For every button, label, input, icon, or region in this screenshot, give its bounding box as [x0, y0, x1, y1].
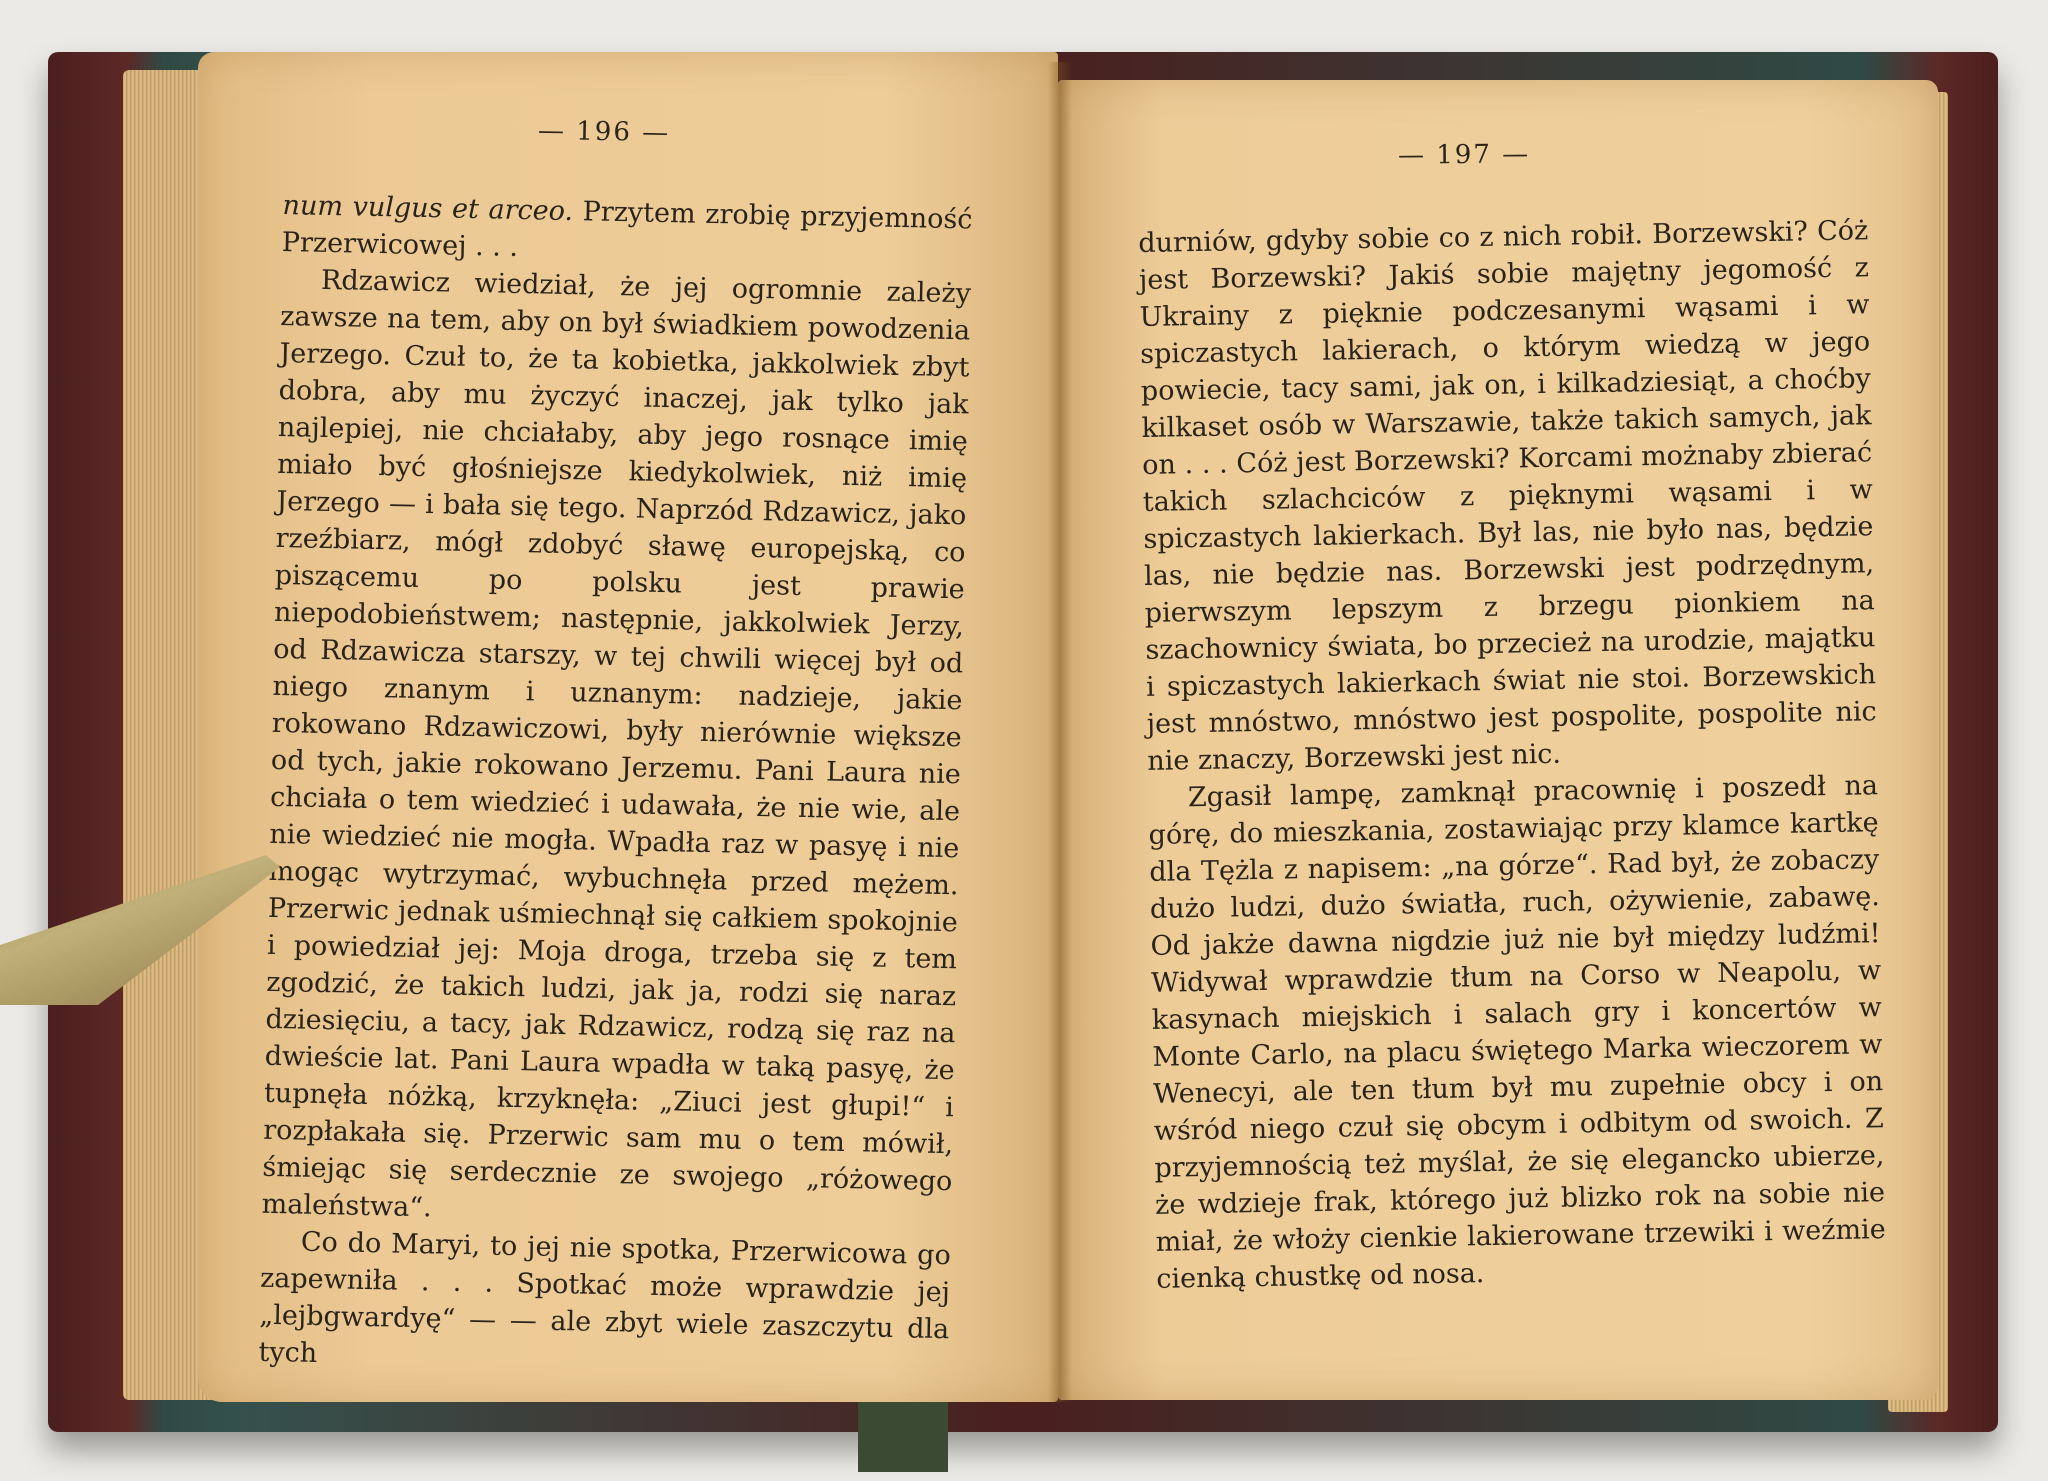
right-paragraph-1: durniów, gdyby sobie co z nich robił. Borzewski? Cóż jest Borzewski? Jakiś sobie majętny jegomość z Ukrainy z pięknie podczesanymi wąsami i w spiczastych lakierach, o którym wiedzą w jego powiecie, tacy sami, jak on, i kilkadziesiąt, a choćby kilkaset osób w Warszawie, także takich samych, jak on . . . Cóż jest Borzewski? Korcami możnaby zbierać takich szlachciców z pięknymi wąsami i w spiczastych lakierkach. Był las, nie było nas, będzie las, nie będzie nas. Borzewski jest podrzędnym, pierwszym lepszym z brzegu pionkiem na szachownicy świata, bo przecież na urodzie, majątku i spiczastych lakierkach świat nie stoi. Borzewskich jest mnóstwo, mnóstwo jest pospolite, pospolite nic nie znaczy, Borzewski jest nic. [1138, 215, 1877, 777]
book-gutter [1048, 62, 1072, 1402]
left-page-text [258, 187, 973, 1385]
left-paragraph-2: Rdzawicz wiedział, że jej ogromnie zależy zawsze na tem, aby on był świadkiem powodzenia Jerzego. Czuł to, że ta kobietka, jakkolwiek zbyt dobra, aby mu życzyć inaczej, jak tylko jak najlepiej, nie chciałaby, aby jego rosnące imię miało być głośniejsze kiedykolwiek, niż imię Jerzego — i bała się tego. Naprzód Rdzawicz, jako rzeźbiarz, mógł zdobyć sławę europejską, co piszącemu po polsku jest prawie niepodobieństwem; następnie, jakkolwiek Jerzy, od Rdzawicza starszy, w tej chwili więcej był od niego znanym i uznanym: nadzieje, jakie rokowano Rdzawiczowi, były nierównie większe od tych, jakie rokowano Jerzemu. Pani Laura nie chciała o tem wiedzieć i udawała, że nie wie, ale nie wiedzieć nie mogła. Wpadła raz w pasyę i nie mogąc wytrzymać, wybuchnęła przed mężem. Przerwic jednak uśmiechnął się całkiem spokojnie i powiedział jej: Moja droga, trzeba się z tem zgodzić, że takich ludzi, jak ja, rodzi się naraz dziesięciu, a tacy, jak Rdzawicz, rodzą się raz na dwieście lat. Pani Laura wpadła w taką pasyę, że tupnęła nóżką, krzyknęła: „Ziuci jest głupi!“ i rozpłakała się. Przerwic sam mu o tem mówił, śmiejąc się serdecznie ze swojego „różowego maleństwa“. [261, 264, 972, 1224]
latin-phrase: num vulgus et arceo. [282, 189, 574, 228]
page-number-right: — 197 — [1397, 139, 1531, 171]
ribbon-bookmark-bottom [858, 1402, 948, 1472]
right-page [1058, 80, 1938, 1400]
left-paragraph-3: Co do Maryi, to jej nie spotka, Przerwicowa go zapewniła . . . Spotkać może wprawdzie jej „lejbgwardyę“ — — ale zbyt wiele zaszczytu dla tych [258, 1226, 952, 1369]
open-book [48, 52, 1998, 1432]
page-number-left: — 196 — [537, 115, 671, 149]
right-paragraph-2: Zgasił lampę, zamknął pracownię i poszedł na górę, do mieszkania, zostawiając przy klamce kartkę dla Tężla z napisem: „na górze“. Rad był, że zobaczy dużo ludzi, dużo światła, ruch, ożywienie, zabawę. Od jakże dawna nigdzie już nie był między ludźmi! Widywał wprawdzie tłum na Corso w Neapolu, w kasynach miejskich i salach gry i koncertów w Monte Carlo, na placu świętego Marka wieczorem w Wenecyi, ale ten tłum był mu zupełnie obcy i on wśród niego czuł się obcym i odbitym od swoich. Z przyjemnością też myślał, że się elegancko ubierze, że wdzieje frak, którego już blizko rok na sobie nie miał, że włoży cienkie lakierowane trzewiki i weźmie cienką chustkę od nosa. [1148, 770, 1886, 1295]
right-page-text [1138, 212, 1887, 1298]
left-paragraph-1-rest: Przytem zrobię przyjemność Przerwicowej . . . [281, 196, 973, 263]
left-page [198, 52, 1058, 1402]
